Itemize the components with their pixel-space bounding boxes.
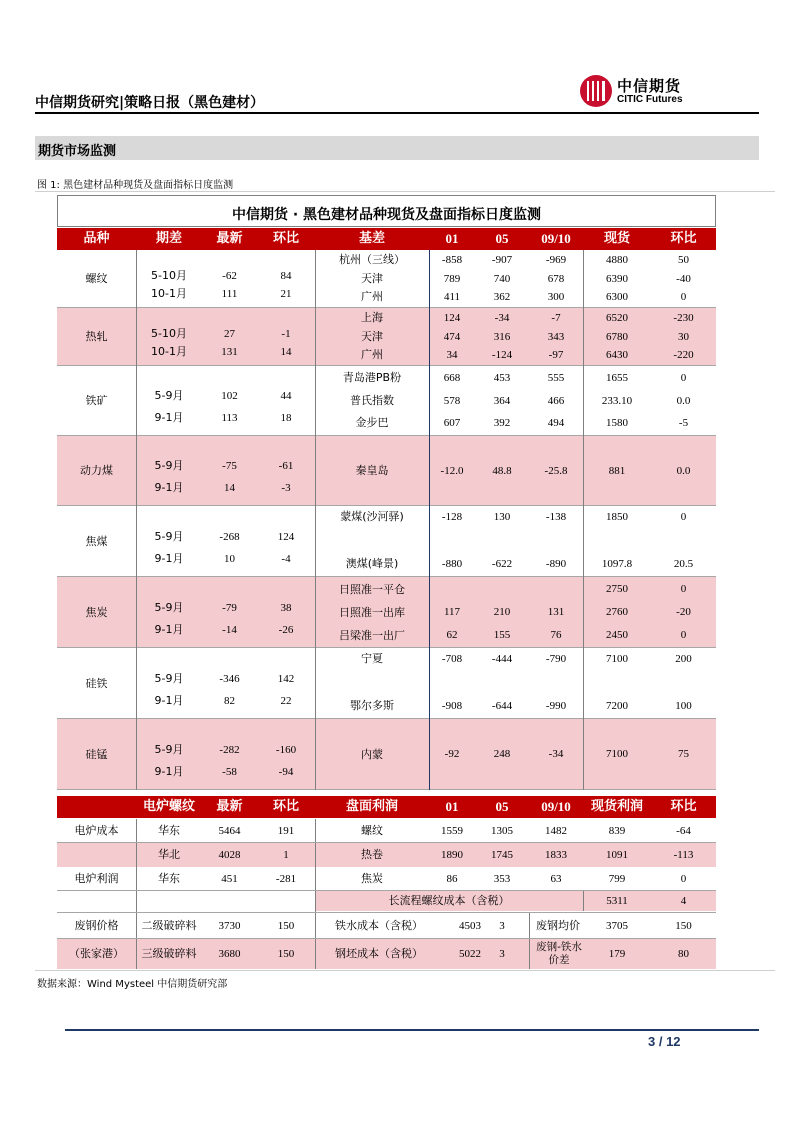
basis-05: 316 bbox=[493, 330, 511, 343]
basis-09-10: -990 bbox=[545, 700, 567, 712]
spread-latest: -268 bbox=[219, 530, 240, 543]
basis-01: -858 bbox=[441, 254, 463, 266]
spread-latest: 113 bbox=[221, 412, 238, 424]
spot-price: 6520 bbox=[606, 312, 628, 324]
basis-01: 607 bbox=[443, 417, 461, 430]
basis-05: 48.8 bbox=[492, 465, 512, 477]
bottom-column-header: 盘面利润 bbox=[345, 799, 398, 814]
product-block bbox=[57, 648, 716, 719]
spread-change: 18 bbox=[280, 412, 292, 424]
bottom-column-header: 05 bbox=[495, 799, 509, 814]
column-header: 品种 bbox=[83, 231, 110, 246]
basis-09-10: 555 bbox=[547, 372, 565, 384]
basis-location: 青岛港PB粉 bbox=[342, 371, 402, 384]
spread-change: -3 bbox=[281, 482, 291, 494]
basis-09-10: 343 bbox=[547, 330, 565, 343]
basis-01 bbox=[429, 578, 475, 601]
spread-change: -26 bbox=[278, 623, 294, 636]
profit-product: 螺纹 bbox=[361, 824, 383, 837]
spot-change: 0.0 bbox=[676, 394, 691, 407]
bottom-column-header: 现货利润 bbox=[590, 799, 643, 814]
spot-change: 50 bbox=[678, 254, 689, 266]
long-process-change: 4 bbox=[680, 895, 687, 907]
report-title: 中信期货研究|策略日报（黑色建材） bbox=[35, 95, 265, 111]
spot-change: 0 bbox=[680, 511, 687, 523]
basis-05: 155 bbox=[493, 629, 511, 641]
profit-09-10: 1482 bbox=[545, 825, 567, 837]
spot-change: 75 bbox=[678, 748, 689, 760]
basis-01: -92 bbox=[444, 748, 460, 760]
basis-location: 蒙煤(沙河驿) bbox=[340, 510, 404, 523]
scrap-iron-spread-label: 废钢-铁水价差 bbox=[536, 941, 582, 966]
profit-05: 1745 bbox=[491, 849, 513, 861]
basis-location: 上海 bbox=[361, 311, 383, 324]
profit-01: 1559 bbox=[441, 825, 463, 837]
column-header: 现货 bbox=[603, 231, 630, 246]
bottom-column-header: 最新 bbox=[216, 799, 243, 814]
spot-price: 2760 bbox=[606, 606, 628, 618]
spread-change: -94 bbox=[278, 765, 294, 778]
spread-change: -1 bbox=[281, 328, 291, 340]
spread-period: 5-9月 bbox=[154, 600, 184, 614]
row-divider bbox=[57, 938, 716, 939]
product-block bbox=[57, 436, 716, 506]
basis-01: 117 bbox=[443, 606, 461, 618]
profit-row bbox=[57, 819, 716, 843]
profit-product: 热卷 bbox=[361, 848, 383, 861]
spread-period: 9-1月 bbox=[154, 411, 184, 424]
figure-caption: 图 1: 黑色建材品种现货及盘面指标日度监测 bbox=[37, 180, 234, 191]
footer-rule bbox=[65, 1029, 759, 1031]
basis-05: -907 bbox=[491, 254, 513, 266]
spot-profit: 799 bbox=[608, 873, 626, 885]
spot-price: 233.10 bbox=[601, 394, 633, 407]
spot-price: 7100 bbox=[606, 653, 628, 665]
scrap-avg-label: 废钢均价 bbox=[536, 919, 580, 932]
spread-change: 14 bbox=[280, 346, 292, 358]
spread-latest: 131 bbox=[221, 346, 238, 358]
basis-05 bbox=[475, 578, 529, 601]
bottom-header-row bbox=[57, 796, 716, 818]
product-name: 热轧 bbox=[85, 330, 108, 343]
product-block bbox=[57, 308, 716, 366]
column-divider bbox=[529, 913, 530, 969]
eaf-change: 1 bbox=[283, 849, 289, 861]
spread-period: 5-9月 bbox=[154, 742, 184, 756]
spread-latest: -58 bbox=[222, 765, 237, 778]
basis-01: -908 bbox=[441, 700, 463, 712]
section-title: 期货市场监测 bbox=[38, 144, 117, 159]
basis-location: 宁夏 bbox=[361, 652, 383, 665]
spread-latest: 27 bbox=[224, 328, 235, 340]
scrap-change: 150 bbox=[277, 920, 295, 932]
spread-period: 10-1月 bbox=[151, 345, 187, 358]
eaf-region: 华北 bbox=[158, 848, 180, 861]
basis-location: 普氏指数 bbox=[350, 393, 394, 407]
basis-01: 34 bbox=[446, 349, 458, 362]
spot-price: 1097.8 bbox=[601, 558, 633, 570]
basis-05: 453 bbox=[493, 372, 511, 384]
product-name: 动力煤 bbox=[80, 464, 113, 477]
spread-change: 38 bbox=[280, 601, 292, 614]
spot-price: 7200 bbox=[606, 700, 628, 712]
scrap-avg-price: 3705 bbox=[606, 920, 628, 932]
spread-period: 9-1月 bbox=[154, 551, 184, 565]
bottom-column-header: 环比 bbox=[272, 799, 299, 814]
profit-row bbox=[57, 843, 716, 867]
basis-location: 天津 bbox=[361, 329, 383, 343]
spot-profit-change: 0 bbox=[680, 873, 687, 885]
section-header bbox=[35, 136, 759, 160]
basis-05: 210 bbox=[493, 606, 511, 618]
spot-price: 4880 bbox=[606, 254, 628, 266]
cost-value: 4503 bbox=[459, 920, 481, 932]
product-name: 硅铁 bbox=[85, 677, 108, 690]
product-name: 铁矿 bbox=[85, 394, 108, 407]
data-source: 数据来源：Wind Mysteel 中信期货研究部 bbox=[37, 979, 228, 990]
spot-price: 2450 bbox=[606, 629, 628, 641]
profit-09-10: 63 bbox=[550, 873, 562, 885]
spot-change: -40 bbox=[676, 272, 691, 285]
spot-change: 0 bbox=[680, 629, 687, 641]
eaf-region: 华东 bbox=[158, 872, 180, 885]
bottom-column-header: 09/10 bbox=[541, 799, 571, 814]
spread-period: 5-9月 bbox=[154, 671, 184, 685]
spot-profit-change: -113 bbox=[673, 849, 694, 861]
row-divider bbox=[57, 912, 716, 913]
basis-09-10: -790 bbox=[545, 653, 567, 665]
scrap-label: 废钢价格 bbox=[74, 919, 119, 932]
basis-01: -880 bbox=[441, 558, 463, 570]
spot-price: 7100 bbox=[606, 748, 628, 760]
spread-period: 5-9月 bbox=[154, 389, 184, 402]
spread-change: 22 bbox=[280, 694, 292, 707]
spread-period: 5-9月 bbox=[154, 529, 184, 543]
basis-05: 392 bbox=[493, 417, 511, 430]
spread-latest: 82 bbox=[224, 694, 235, 707]
basis-09-10: -138 bbox=[545, 511, 567, 523]
column-divider bbox=[583, 891, 584, 911]
scrap-price: 3730 bbox=[218, 920, 241, 932]
product-name: 螺纹 bbox=[85, 272, 108, 285]
figure-top-rule bbox=[35, 191, 775, 192]
basis-05: -444 bbox=[491, 653, 513, 665]
column-header: 环比 bbox=[272, 231, 299, 246]
profit-01: 1890 bbox=[441, 849, 463, 861]
spread-latest: -282 bbox=[219, 743, 240, 756]
basis-05: -124 bbox=[491, 349, 513, 362]
basis-05: -34 bbox=[494, 312, 510, 324]
basis-09-10: 76 bbox=[550, 629, 562, 641]
basis-09-10: -34 bbox=[548, 748, 564, 760]
spot-change: -220 bbox=[673, 349, 694, 362]
spread-latest: 102 bbox=[221, 390, 238, 402]
profit-09-10: 1833 bbox=[545, 849, 567, 861]
basis-05: -644 bbox=[491, 700, 513, 712]
logo-icon bbox=[580, 75, 612, 107]
profit-row bbox=[57, 867, 716, 891]
basis-location: 天津 bbox=[361, 271, 383, 285]
basis-location: 广州 bbox=[361, 348, 383, 362]
eaf-latest: 5464 bbox=[218, 825, 241, 837]
basis-location: 金步巴 bbox=[355, 416, 389, 430]
column-header: 05 bbox=[495, 231, 509, 246]
basis-09-10: 678 bbox=[547, 272, 565, 285]
spot-change: 100 bbox=[675, 700, 692, 712]
figure-bottom-rule bbox=[35, 970, 775, 971]
table-header-row bbox=[57, 228, 716, 250]
basis-05: 248 bbox=[493, 748, 511, 760]
column-header: 环比 bbox=[670, 231, 697, 246]
spread-period: 9-1月 bbox=[154, 622, 184, 636]
cost-value: 5022 bbox=[459, 948, 481, 960]
basis-09-10: -969 bbox=[545, 254, 567, 266]
bottom-column-header: 01 bbox=[445, 799, 459, 814]
profit-05: 1305 bbox=[491, 825, 513, 837]
logo-en-text: CITIC Futures bbox=[617, 94, 683, 105]
spot-change: -5 bbox=[678, 417, 689, 430]
basis-09-10: 494 bbox=[547, 417, 565, 430]
basis-location: 日照准一平仓 bbox=[339, 583, 405, 596]
cost-change: 3 bbox=[499, 920, 505, 932]
scrap-iron-spread-change: 80 bbox=[678, 948, 689, 960]
column-header: 基差 bbox=[358, 231, 385, 246]
basis-09-10: 131 bbox=[547, 606, 565, 618]
product-block bbox=[57, 250, 716, 308]
product-name: 焦炭 bbox=[85, 606, 108, 619]
basis-01: 124 bbox=[443, 312, 461, 324]
cost-label: 钢坯成本（含税） bbox=[335, 947, 423, 960]
basis-location: 内蒙 bbox=[361, 748, 383, 761]
cost-label: 铁水成本（含税） bbox=[335, 919, 423, 932]
basis-location: 日照准一出库 bbox=[339, 606, 405, 619]
spread-period: 9-1月 bbox=[154, 693, 184, 707]
spread-period: 9-1月 bbox=[154, 481, 184, 494]
spread-period: 5-10月 bbox=[151, 327, 187, 340]
basis-01: -708 bbox=[441, 653, 463, 665]
spot-change: 0 bbox=[680, 372, 687, 384]
spot-change: -230 bbox=[673, 312, 694, 324]
spot-price: 6390 bbox=[606, 272, 628, 285]
scrap-label: （张家港） bbox=[69, 947, 124, 960]
basis-location: 广州 bbox=[361, 290, 383, 304]
spread-change: -61 bbox=[278, 460, 294, 472]
logo-cn-text: 中信期货 bbox=[617, 77, 682, 95]
monitor-table bbox=[57, 195, 716, 970]
basis-09-10: -25.8 bbox=[544, 465, 568, 477]
spot-change: -20 bbox=[676, 606, 691, 618]
header-rule bbox=[35, 112, 759, 114]
long-process-cost: 5311 bbox=[606, 895, 628, 907]
spread-period: 10-1月 bbox=[151, 287, 187, 300]
eaf-change: -281 bbox=[275, 873, 297, 885]
spot-price: 6300 bbox=[606, 291, 628, 304]
basis-01: -12.0 bbox=[440, 465, 464, 477]
spot-change: 0 bbox=[680, 583, 687, 595]
spread-period: 9-1月 bbox=[154, 764, 184, 778]
basis-01: 789 bbox=[443, 272, 461, 285]
scrap-grade: 二级破碎料 bbox=[141, 919, 197, 932]
spread-latest: 14 bbox=[224, 482, 235, 494]
spread-change: -4 bbox=[281, 552, 291, 565]
eaf-latest: 451 bbox=[221, 873, 238, 885]
spot-profit: 839 bbox=[608, 825, 626, 837]
profit-05: 353 bbox=[493, 873, 511, 885]
basis-05: 130 bbox=[493, 511, 511, 523]
spot-price: 1580 bbox=[606, 417, 628, 430]
basis-09-10: -7 bbox=[551, 312, 561, 324]
basis-01: 62 bbox=[446, 629, 458, 641]
spread-latest: -62 bbox=[222, 270, 237, 282]
spread-period: 5-9月 bbox=[154, 459, 184, 472]
spread-period: 5-10月 bbox=[151, 269, 187, 282]
basis-01: 411 bbox=[443, 291, 461, 304]
long-process-row bbox=[57, 891, 716, 911]
spread-change: 84 bbox=[280, 270, 292, 282]
scrap-iron-spread: 179 bbox=[608, 948, 626, 960]
spot-price: 6430 bbox=[606, 349, 628, 362]
column-divider bbox=[136, 250, 137, 790]
basis-01: 578 bbox=[443, 394, 461, 407]
column-divider bbox=[429, 250, 430, 790]
spread-latest: 111 bbox=[221, 288, 238, 300]
eaf-latest: 4028 bbox=[218, 849, 241, 861]
spot-change: 20.5 bbox=[673, 558, 694, 570]
spot-price: 6780 bbox=[606, 330, 628, 343]
product-block bbox=[57, 506, 716, 577]
basis-location: 吕梁准一出厂 bbox=[339, 629, 405, 642]
basis-05: 364 bbox=[493, 394, 511, 407]
basis-location: 杭州（三线） bbox=[339, 253, 405, 266]
column-header: 09/10 bbox=[541, 231, 571, 246]
bottom-column-header: 环比 bbox=[670, 799, 697, 814]
scrap-grade: 三级破碎料 bbox=[141, 947, 197, 960]
spread-change: 124 bbox=[277, 530, 295, 543]
spot-price: 881 bbox=[608, 465, 626, 477]
column-divider bbox=[315, 250, 316, 790]
basis-01: 474 bbox=[443, 330, 461, 343]
spread-change: 21 bbox=[280, 288, 292, 300]
product-name: 硅锰 bbox=[85, 748, 108, 761]
citic-logo bbox=[580, 75, 720, 109]
spot-profit-change: -64 bbox=[676, 825, 691, 837]
bottom-column-header: 电炉螺纹 bbox=[142, 799, 195, 814]
product-block bbox=[57, 719, 716, 790]
basis-05: 362 bbox=[493, 291, 511, 304]
basis-location: 澳煤(峰景) bbox=[345, 557, 399, 570]
spread-change: 142 bbox=[277, 672, 295, 685]
spot-profit: 1091 bbox=[606, 849, 628, 861]
scrap-avg-change: 150 bbox=[675, 920, 692, 932]
basis-09-10 bbox=[529, 578, 583, 601]
spread-latest: 10 bbox=[224, 552, 235, 565]
product-block bbox=[57, 366, 716, 436]
basis-01: -128 bbox=[441, 511, 463, 523]
basis-05: -622 bbox=[491, 558, 513, 570]
page-number: 3 / 12 bbox=[648, 1034, 681, 1049]
basis-location: 鄂尔多斯 bbox=[350, 699, 394, 712]
table-title: 中信期货 · 黑色建材品种现货及盘面指标日度监测 bbox=[231, 207, 542, 223]
spot-change: 200 bbox=[675, 653, 692, 665]
spot-change: 0.0 bbox=[676, 465, 691, 477]
profit-01: 86 bbox=[446, 873, 458, 885]
profit-product: 焦炭 bbox=[361, 872, 383, 885]
basis-01: 668 bbox=[443, 372, 461, 384]
eaf-region: 华东 bbox=[158, 824, 180, 837]
basis-09-10: 300 bbox=[547, 291, 565, 304]
spread-latest: -346 bbox=[219, 672, 240, 685]
column-header: 期差 bbox=[155, 231, 182, 246]
scrap-price: 3680 bbox=[218, 948, 241, 960]
eaf-change: 191 bbox=[277, 825, 295, 837]
spot-change: 0 bbox=[680, 291, 687, 304]
spread-change: 44 bbox=[280, 390, 292, 402]
spread-latest: -75 bbox=[222, 460, 237, 472]
eaf-cost-label: 电炉成本 bbox=[74, 824, 119, 837]
scrap-row bbox=[57, 913, 716, 939]
basis-location: 秦皇岛 bbox=[355, 464, 389, 477]
scrap-row bbox=[57, 939, 716, 969]
column-header: 最新 bbox=[216, 231, 243, 246]
spot-price: 1655 bbox=[606, 372, 628, 384]
scrap-change: 150 bbox=[277, 948, 295, 960]
column-divider bbox=[583, 250, 584, 790]
row-divider bbox=[57, 842, 716, 843]
spread-latest: -79 bbox=[222, 601, 237, 614]
block-divider bbox=[57, 789, 716, 790]
product-block bbox=[57, 577, 716, 648]
table-title-box bbox=[57, 195, 716, 227]
column-header: 01 bbox=[445, 231, 459, 246]
spread-latest: -14 bbox=[222, 623, 237, 636]
spot-price: 2750 bbox=[606, 583, 628, 595]
basis-05: 740 bbox=[493, 272, 511, 285]
basis-09-10: -890 bbox=[545, 558, 567, 570]
long-process-label: 长流程螺纹成本（含税） bbox=[388, 894, 510, 907]
eaf-profit-label: 电炉利润 bbox=[74, 872, 119, 885]
basis-09-10: 466 bbox=[547, 394, 565, 407]
spot-price: 1850 bbox=[606, 511, 628, 523]
product-name: 焦煤 bbox=[85, 535, 108, 548]
spread-change: -160 bbox=[275, 743, 297, 756]
row-divider bbox=[57, 890, 716, 891]
basis-09-10: -97 bbox=[548, 349, 564, 362]
cost-change: 3 bbox=[499, 948, 505, 960]
spot-change: 30 bbox=[678, 330, 689, 343]
